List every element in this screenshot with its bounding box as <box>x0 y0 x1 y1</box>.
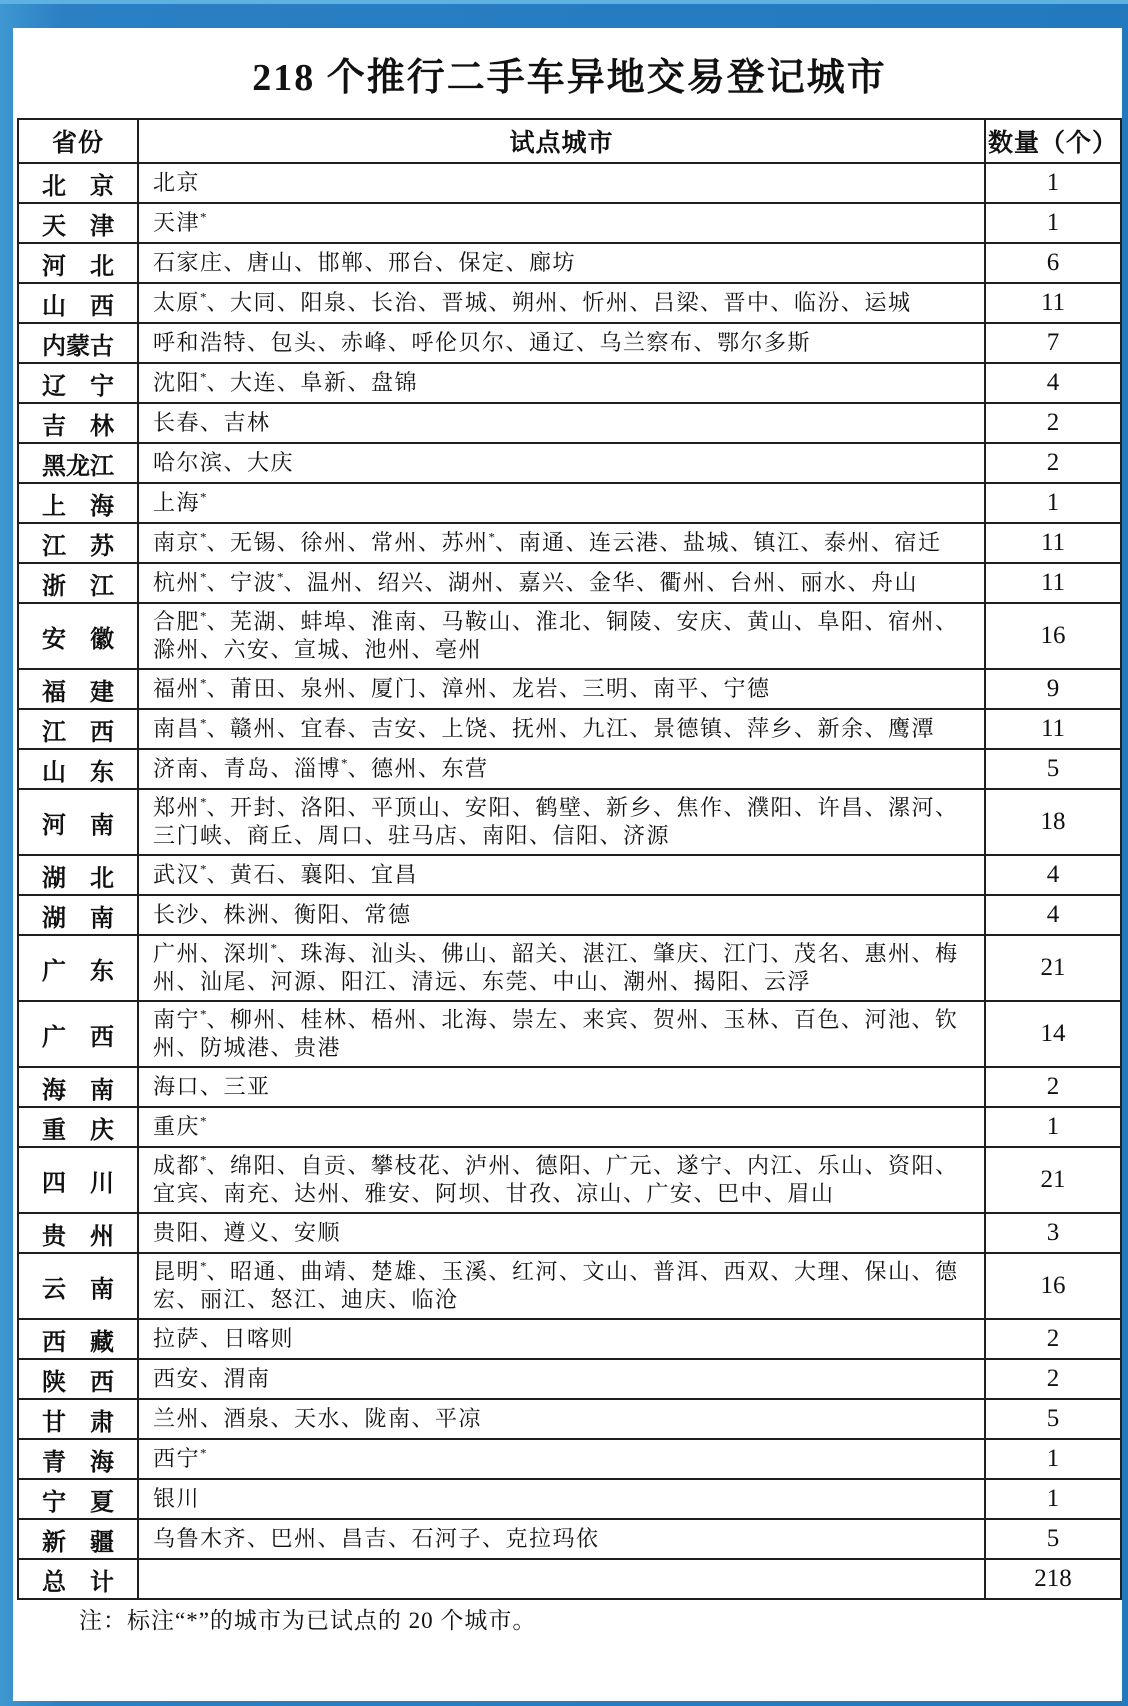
province-cell: 贵 州 <box>18 1213 138 1253</box>
count-cell: 2 <box>985 443 1121 483</box>
cities-cell: 呼和浩特、包头、赤峰、呼伦贝尔、通辽、乌兰察布、鄂尔多斯 <box>138 323 985 363</box>
table-row <box>18 283 1121 323</box>
table-row <box>18 1399 1121 1439</box>
province-cell: 西 藏 <box>18 1319 138 1359</box>
province-cell: 天 津 <box>18 203 138 243</box>
province-cell: 总 计 <box>18 1559 138 1599</box>
table-row <box>18 1147 1121 1213</box>
table-row <box>18 1479 1121 1519</box>
cities-cell: 拉萨、日喀则 <box>138 1319 985 1359</box>
count-cell: 1 <box>985 163 1121 203</box>
cities-cell: 福州*、莆田、泉州、厦门、漳州、龙岩、三明、南平、宁德 <box>138 669 985 709</box>
table-body <box>18 163 1121 1599</box>
cities-cell: 济南、青岛、淄博*、德州、东营 <box>138 749 985 789</box>
count-cell: 14 <box>985 1001 1121 1067</box>
table-row <box>18 443 1121 483</box>
cities-cell: 昆明*、昭通、曲靖、楚雄、玉溪、红河、文山、普洱、西双、大理、保山、德宏、丽江、怒江、迪庆、临沧 <box>138 1253 985 1319</box>
cities-cell: 南京*、无锡、徐州、常州、苏州*、南通、连云港、盐城、镇江、泰州、宿迁 <box>138 523 985 563</box>
table-row <box>18 709 1121 749</box>
cities-cell: 长春、吉林 <box>138 403 985 443</box>
table-header-row <box>18 119 1121 163</box>
cities-cell: 广州、深圳*、珠海、汕头、佛山、韶关、湛江、肇庆、江门、茂名、惠州、梅州、汕尾、河源、阳江、清远、东莞、中山、潮州、揭阳、云浮 <box>138 935 985 1001</box>
count-cell: 1 <box>985 483 1121 523</box>
count-cell: 16 <box>985 603 1121 669</box>
table-row <box>18 1067 1121 1107</box>
province-cell: 重 庆 <box>18 1107 138 1147</box>
table-row <box>18 603 1121 669</box>
count-cell: 4 <box>985 895 1121 935</box>
province-cell: 安 徽 <box>18 603 138 669</box>
table-row <box>18 323 1121 363</box>
province-cell: 江 苏 <box>18 523 138 563</box>
cities-cell: 乌鲁木齐、巴州、昌吉、石河子、克拉玛依 <box>138 1519 985 1559</box>
count-cell: 16 <box>985 1253 1121 1319</box>
province-cell: 浙 江 <box>18 563 138 603</box>
province-cell: 海 南 <box>18 1067 138 1107</box>
province-cell: 福 建 <box>18 669 138 709</box>
footnote: 注：标注“*”的城市为已试点的 20 个城市。 <box>79 1607 537 1633</box>
cities-cell: 成都*、绵阳、自贡、攀枝花、泸州、德阳、广元、遂宁、内江、乐山、资阳、宜宾、南充、达州、雅安、阿坝、甘孜、凉山、广安、巴中、眉山 <box>138 1147 985 1213</box>
table-row <box>18 1559 1121 1599</box>
table-row <box>18 895 1121 935</box>
province-cell: 广 西 <box>18 1001 138 1067</box>
count-cell: 2 <box>985 1359 1121 1399</box>
province-cell: 甘 肃 <box>18 1399 138 1439</box>
count-cell: 18 <box>985 789 1121 855</box>
province-cell: 广 东 <box>18 935 138 1001</box>
count-cell: 1 <box>985 1479 1121 1519</box>
cities-cell: 西宁* <box>138 1439 985 1479</box>
province-cell: 云 南 <box>18 1253 138 1319</box>
table-row <box>18 855 1121 895</box>
province-cell: 山 东 <box>18 749 138 789</box>
count-cell: 11 <box>985 563 1121 603</box>
table-row <box>18 523 1121 563</box>
cities-cell: 沈阳*、大连、阜新、盘锦 <box>138 363 985 403</box>
count-cell: 11 <box>985 283 1121 323</box>
cities-cell: 贵阳、遵义、安顺 <box>138 1213 985 1253</box>
province-cell: 陕 西 <box>18 1359 138 1399</box>
cities-cell: 西安、渭南 <box>138 1359 985 1399</box>
city-table <box>17 118 1122 1600</box>
count-cell: 6 <box>985 243 1121 283</box>
cities-cell: 南昌*、赣州、宜春、吉安、上饶、抚州、九江、景德镇、萍乡、新余、鹰潭 <box>138 709 985 749</box>
count-cell: 3 <box>985 1213 1121 1253</box>
cities-cell: 天津* <box>138 203 985 243</box>
table-row <box>18 1359 1121 1399</box>
count-cell: 218 <box>985 1559 1121 1599</box>
province-cell: 北 京 <box>18 163 138 203</box>
province-cell: 河 南 <box>18 789 138 855</box>
count-cell: 1 <box>985 203 1121 243</box>
province-cell: 吉 林 <box>18 403 138 443</box>
count-cell: 21 <box>985 935 1121 1001</box>
province-cell: 宁 夏 <box>18 1479 138 1519</box>
province-cell: 新 疆 <box>18 1519 138 1559</box>
table-row <box>18 1213 1121 1253</box>
cities-cell: 重庆* <box>138 1107 985 1147</box>
province-cell: 河 北 <box>18 243 138 283</box>
cities-cell: 上海* <box>138 483 985 523</box>
cities-cell: 银川 <box>138 1479 985 1519</box>
page-title: 218 个推行二手车异地交易登记城市 <box>252 56 887 99</box>
cities-cell: 哈尔滨、大庆 <box>138 443 985 483</box>
province-cell: 青 海 <box>18 1439 138 1479</box>
table-row <box>18 483 1121 523</box>
province-cell: 湖 南 <box>18 895 138 935</box>
table-row <box>18 203 1121 243</box>
table-row <box>18 935 1121 1001</box>
cities-cell <box>138 1559 985 1599</box>
table-row <box>18 669 1121 709</box>
cities-cell: 长沙、株洲、衡阳、常德 <box>138 895 985 935</box>
table-row <box>18 1319 1121 1359</box>
count-cell: 4 <box>985 363 1121 403</box>
count-cell: 7 <box>985 323 1121 363</box>
table-sheet <box>13 28 1122 1701</box>
province-cell: 上 海 <box>18 483 138 523</box>
count-cell: 11 <box>985 709 1121 749</box>
cities-cell: 武汉*、黄石、襄阳、宜昌 <box>138 855 985 895</box>
count-cell: 2 <box>985 403 1121 443</box>
province-cell: 黑龙江 <box>18 443 138 483</box>
table-row <box>18 749 1121 789</box>
table-row <box>18 243 1121 283</box>
table-row <box>18 1519 1121 1559</box>
province-cell: 湖 北 <box>18 855 138 895</box>
count-cell: 2 <box>985 1067 1121 1107</box>
cities-cell: 郑州*、开封、洛阳、平顶山、安阳、鹤壁、新乡、焦作、濮阳、许昌、漯河、三门峡、商丘、周口、驻马店、南阳、信阳、济源 <box>138 789 985 855</box>
count-cell: 11 <box>985 523 1121 563</box>
count-cell: 5 <box>985 1519 1121 1559</box>
count-cell: 2 <box>985 1319 1121 1359</box>
province-cell: 四 川 <box>18 1147 138 1213</box>
table-row <box>18 789 1121 855</box>
province-cell: 内蒙古 <box>18 323 138 363</box>
cities-cell: 合肥*、芜湖、蚌埠、淮南、马鞍山、淮北、铜陵、安庆、黄山、阜阳、宿州、滁州、六安、宣城、池州、亳州 <box>138 603 985 669</box>
table-row <box>18 403 1121 443</box>
count-cell: 9 <box>985 669 1121 709</box>
count-cell: 5 <box>985 749 1121 789</box>
cities-cell: 石家庄、唐山、邯郸、邢台、保定、廊坊 <box>138 243 985 283</box>
table-row <box>18 563 1121 603</box>
cities-cell: 兰州、酒泉、天水、陇南、平凉 <box>138 1399 985 1439</box>
table-row <box>18 363 1121 403</box>
province-cell: 山 西 <box>18 283 138 323</box>
column-header-count: 数量（个） <box>985 119 1121 163</box>
count-cell: 21 <box>985 1147 1121 1213</box>
table-row <box>18 1107 1121 1147</box>
cities-cell: 北京 <box>138 163 985 203</box>
cities-cell: 太原*、大同、阳泉、长治、晋城、朔州、忻州、吕梁、晋中、临汾、运城 <box>138 283 985 323</box>
province-cell: 辽 宁 <box>18 363 138 403</box>
column-header-province: 省份 <box>18 119 138 163</box>
cities-cell: 南宁*、柳州、桂林、梧州、北海、崇左、来宾、贺州、玉林、百色、河池、钦州、防城港、贵港 <box>138 1001 985 1067</box>
table-row <box>18 1001 1121 1067</box>
province-cell: 江 西 <box>18 709 138 749</box>
count-cell: 1 <box>985 1107 1121 1147</box>
cities-cell: 杭州*、宁波*、温州、绍兴、湖州、嘉兴、金华、衢州、台州、丽水、舟山 <box>138 563 985 603</box>
cities-cell: 海口、三亚 <box>138 1067 985 1107</box>
count-cell: 5 <box>985 1399 1121 1439</box>
count-cell: 1 <box>985 1439 1121 1479</box>
table-row <box>18 1253 1121 1319</box>
table-row <box>18 1439 1121 1479</box>
count-cell: 4 <box>985 855 1121 895</box>
column-header-pilot-cities: 试点城市 <box>138 119 985 163</box>
table-row <box>18 163 1121 203</box>
